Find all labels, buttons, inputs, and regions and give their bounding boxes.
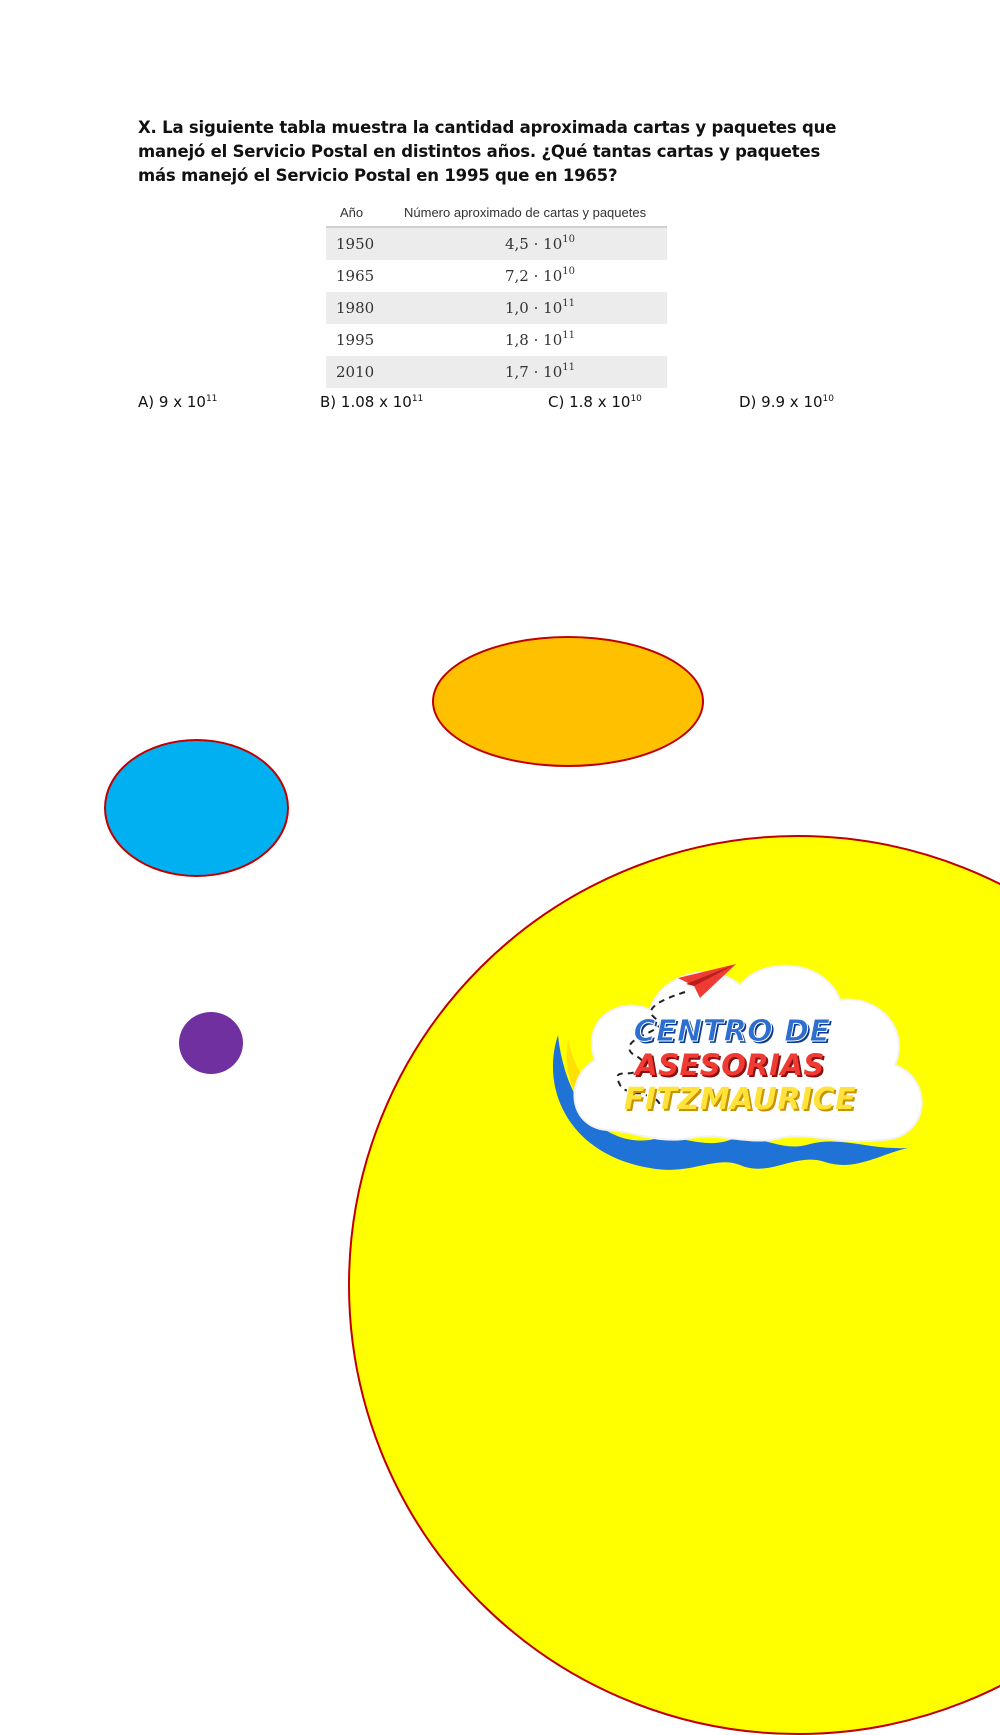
header-year: Año: [326, 198, 392, 227]
cell-mantissa: 7,2 · 10: [505, 267, 563, 285]
option-d-exponent: 10: [822, 394, 834, 404]
cell-mantissa: 1,8 · 10: [505, 331, 563, 349]
logo-line-2: ASESORIAS: [635, 1048, 825, 1082]
cell-year: 1965: [336, 267, 375, 285]
cell-mantissa: 1,0 · 10: [505, 299, 563, 317]
option-c-label: C) 1.8 x 10: [548, 393, 631, 411]
cell-exponent: 11: [562, 298, 575, 309]
question-text: X. La siguiente tabla muestra la cantidad aproximada cartas y paquetes que manejó el Servicio Postal en distintos años. ¿Qué tantas cartas y paquetes más manejó el Servicio Postal en 1995 que en 1965?: [138, 118, 837, 185]
cell-year: 2010: [326, 356, 392, 388]
logo-line-1: CENTRO DE: [633, 1014, 831, 1049]
header-count: Número aproximado de cartas y paquetes: [392, 198, 667, 227]
blue-oval-drop-target[interactable]: [104, 739, 289, 877]
purple-circle-drop-target[interactable]: [179, 1012, 243, 1074]
option-c: [548, 393, 642, 411]
table-row: [326, 227, 667, 260]
cell-exponent: 11: [562, 330, 575, 341]
option-d-label: D) 9.9 x 10: [739, 393, 823, 411]
option-b: [320, 393, 423, 411]
option-b-label: B) 1.08 x 10: [320, 393, 412, 411]
table-row: [326, 260, 667, 292]
cell-year: 1995: [336, 331, 375, 349]
cell-mantissa: 4,5 · 10: [505, 235, 563, 253]
cell-count: [392, 324, 667, 356]
cell-count: [392, 260, 667, 292]
table-row: [326, 324, 667, 356]
cell-count: [392, 292, 667, 324]
orange-oval-drop-target[interactable]: [432, 636, 704, 767]
logo: [540, 940, 950, 1185]
cell-mantissa: 1,7 · 10: [505, 363, 563, 381]
option-b-exponent: 11: [411, 394, 424, 404]
cell-exponent: 10: [562, 266, 575, 277]
cell-year: 1950: [326, 227, 392, 260]
option-a: [138, 393, 217, 411]
cell-count: [392, 227, 667, 260]
option-c-exponent: 10: [630, 394, 642, 404]
option-a-label: A) 9 x 10: [138, 393, 206, 411]
table-row: [326, 356, 667, 388]
cell-exponent: 10: [562, 234, 575, 245]
cell-exponent: 11: [562, 362, 575, 373]
table-header-row: [326, 198, 667, 227]
cell-count: [392, 356, 667, 388]
table-row: [326, 292, 667, 324]
cell-year: 1980: [326, 292, 392, 324]
option-a-exponent: 11: [205, 394, 218, 404]
option-d: [739, 393, 834, 411]
postal-table: [326, 198, 667, 388]
logo-line-3: FITZMAURICE: [623, 1082, 857, 1117]
